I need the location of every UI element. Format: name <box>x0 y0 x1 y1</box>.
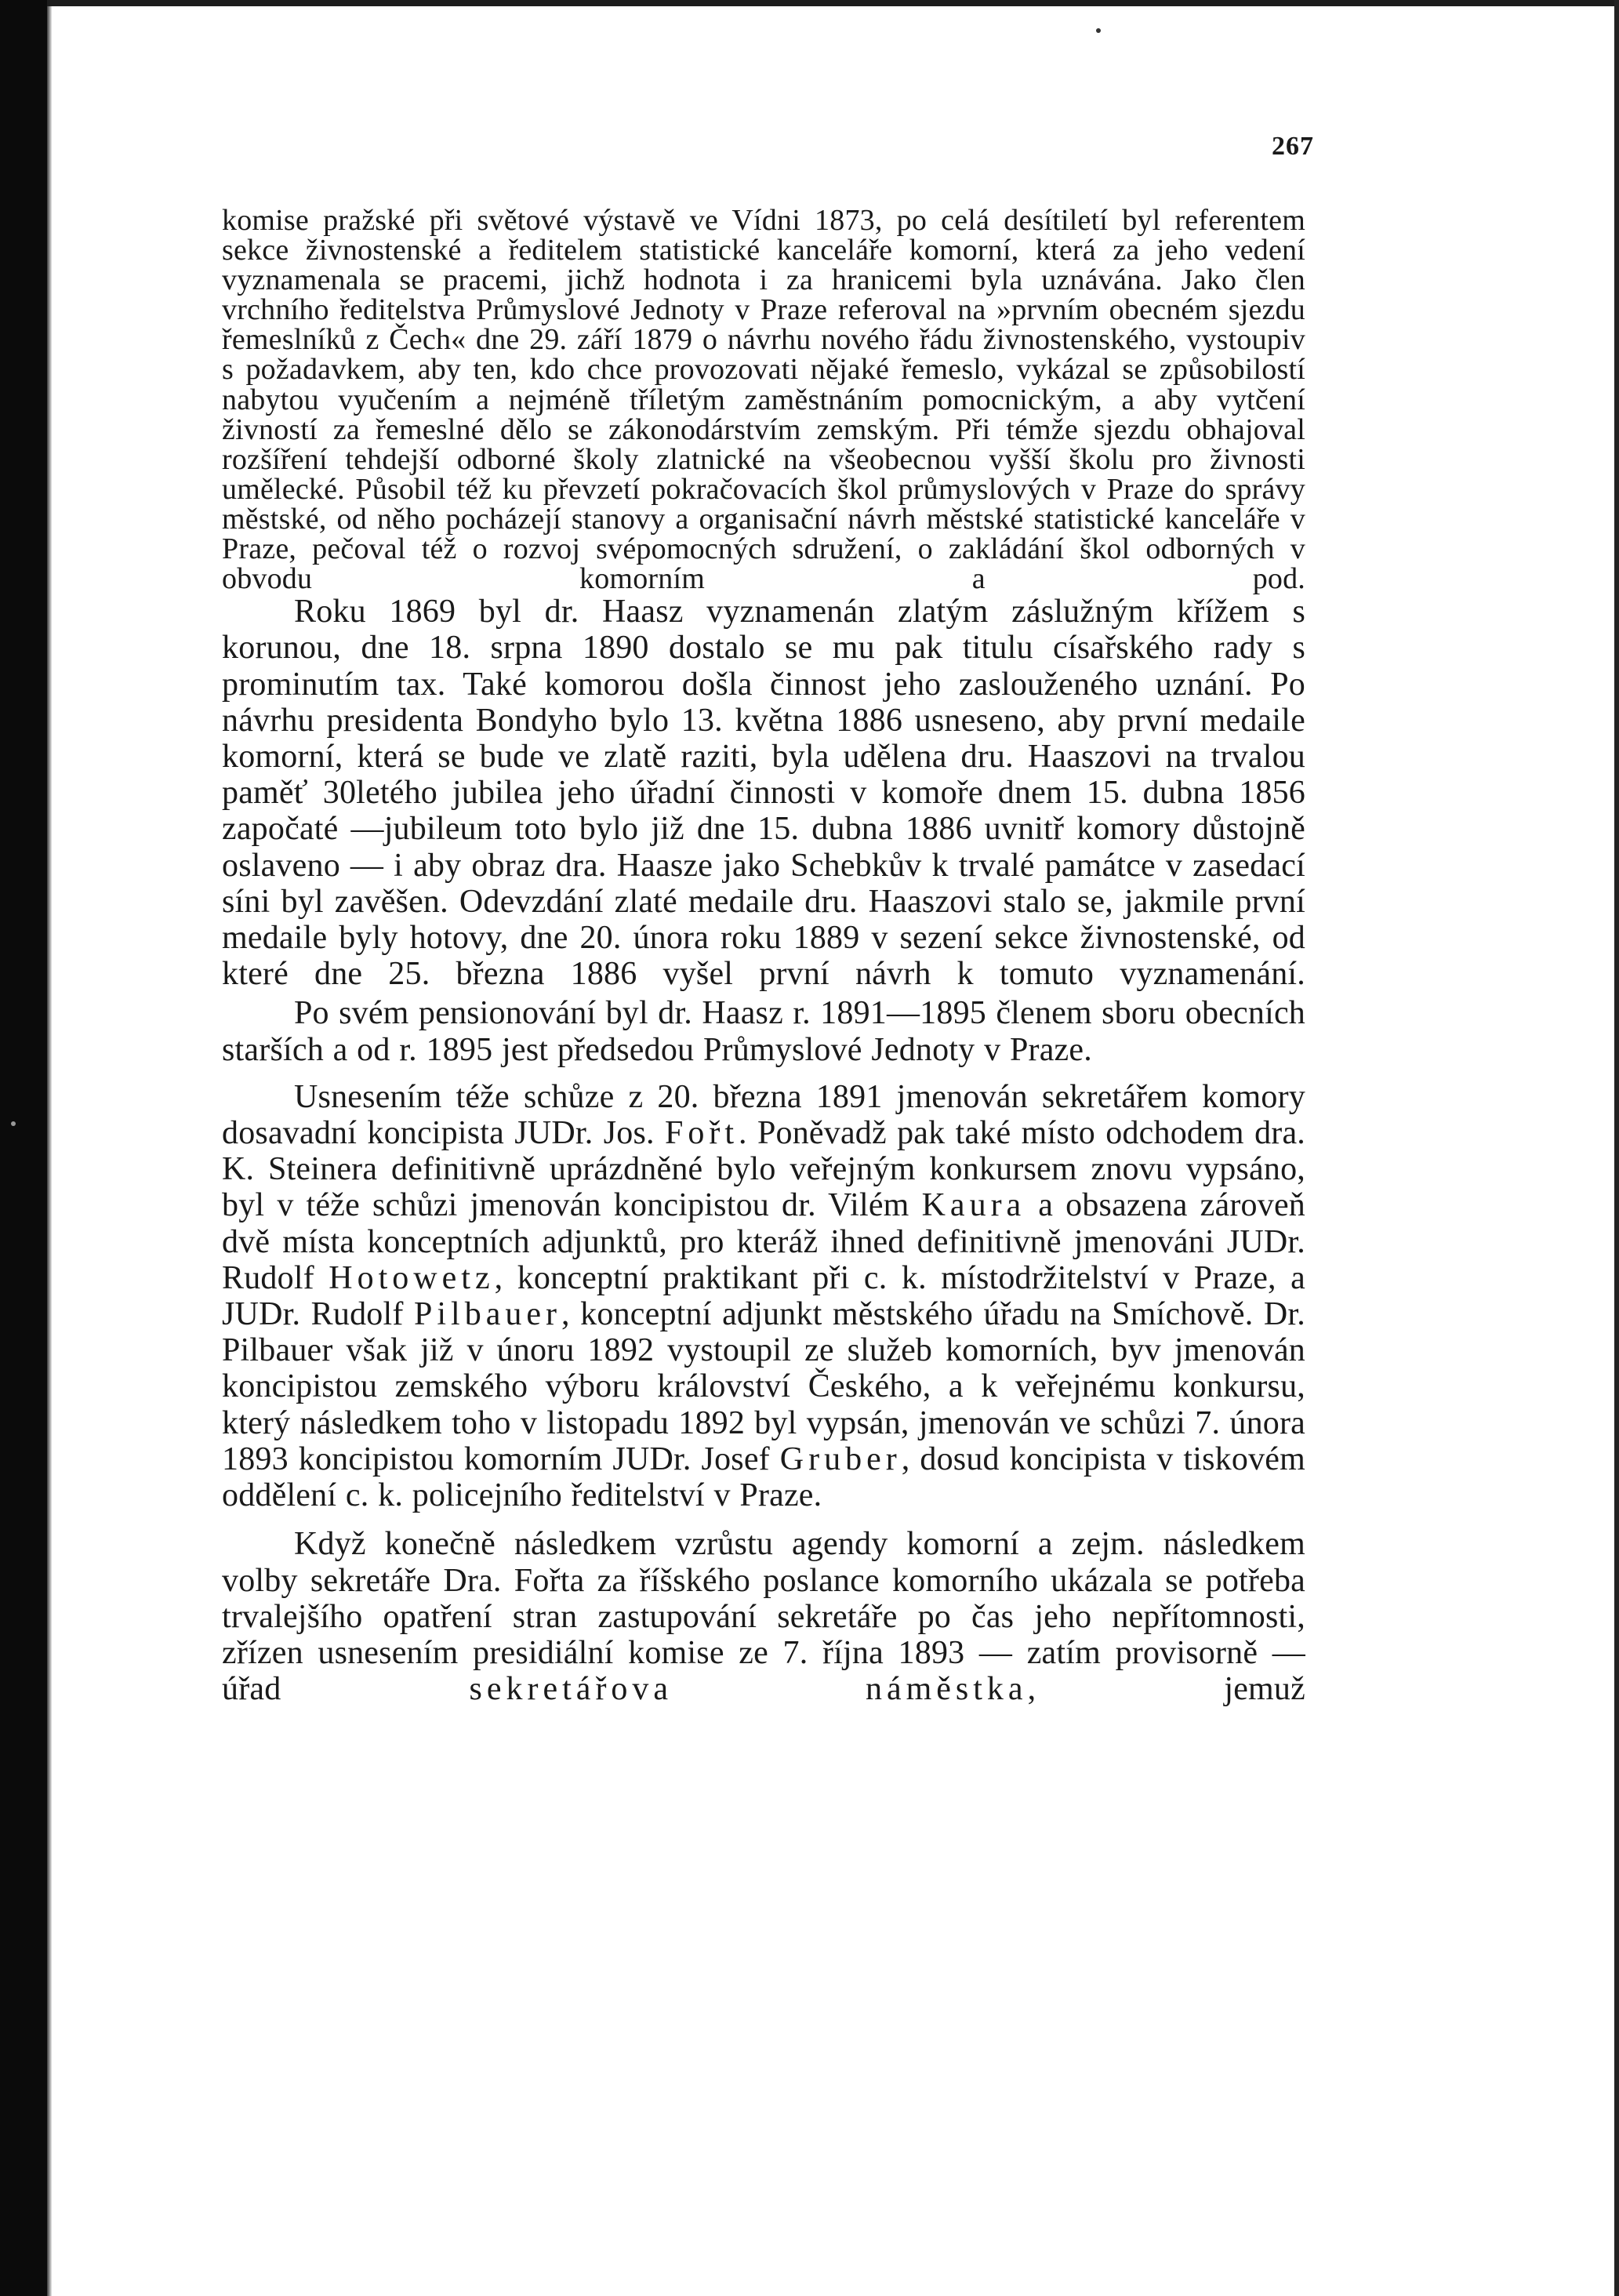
body-text <box>222 205 1305 1707</box>
spaced-name: Gruber <box>779 1440 902 1477</box>
text-segment: Když konečně následkem vzrůstu agendy komorní a zejm. následkem volby sekretáře Dra. Fořta za říšského poslance komorního ukázala se potřeba trvalejšího opatření stran zastupování sekretáře po čas jeho nepřítomnosti, zřízen usnesením presidiální komise ze 7. října 1893 — zatím provisorně — úřad <box>222 1526 1305 1708</box>
text-segment: a obsazena zároveň dvě místa konceptních adjunktů, pro kteráž ihned definitivně jmenováni JUDr. Rudolf <box>222 1187 1305 1296</box>
text-segment: , konceptní praktikant při c. k. místodržitelství v Praze, a JUDr. Rudolf <box>222 1259 1305 1333</box>
scan-margin-top <box>47 0 1619 6</box>
paragraph-1 <box>222 205 1305 594</box>
text-segment: , jemuž <box>1027 1671 1305 1708</box>
text-segment: komise pražské při světové výstavě ve Vídni 1873, po celá desítiletí byl referentem sekce živnostenské a ředitelem statistické kanceláře komorní, která za jeho vedení vyznamenala se pracemi, jichž hodnota i za hranicemi byla uznávána. Jako člen vrchního ředitelstva Průmyslové Jednoty v Praze referoval na »prvním obecném sjezdu řemeslníků z Čech« dne 29. září 1879 o návrhu nového řádu živnostenského, vystoupiv s požadavkem, aby ten, kdo chce provozovati nějaké řemeslo, vykázal se způsobilostí nabytou vyučením a nejméně tříletým zaměstnáním pomocnickým, a aby vytčení živností za řemeslné dělo se zákonodárstvím zemským. Při témže sjezdu obhajoval rozšíření tehdejší odborné školy zlatnické na všeobecnou vyšší školu pro živnosti umělecké. Působil též ku převzetí pokračovacích škol průmyslových v Praze do správy městské, od něho pocházejí stanovy a organisační návrh městské statistické kanceláře v Praze, pečoval též o rozvoj svépomocných sdružení, o zakládání škol odborných v obvodu komorním a pod. <box>222 204 1305 596</box>
scan-page-edge <box>47 0 52 2296</box>
page-number: 267 <box>1272 132 1314 161</box>
paragraph-2 <box>222 594 1305 992</box>
text-segment: Usnesením téže schůze z 20. března 1891 jmenován sekretářem komory dosavadní koncipista JUDr. Jos. <box>222 1078 1305 1152</box>
spaced-name: Pilbauer <box>414 1296 561 1333</box>
scan-speck <box>1096 28 1101 33</box>
spaced-name: Hotowetz <box>329 1259 495 1296</box>
paragraph-4 <box>222 1079 1305 1513</box>
text-segment: , dosud koncipista v tiskovém oddělení c. k. policejního ředitelství v Praze. <box>222 1440 1305 1514</box>
scan-margin-left <box>0 0 47 2296</box>
text-segment: Roku 1869 byl dr. Haasz vyznamenán zlatým záslužným křížem s korunou, dne 18. srpna 1890 dostalo se mu pak titulu císařského rady s prominutím tax. Také komorou došla činnost jeho zaslouženého uznání. Po návrhu presidenta Bondyho bylo 13. května 1886 usneseno, aby první medaile komorní, která se bude ve zlatě raziti, byla udělena dru. Haaszovi na trvalou paměť 30letého jubilea jeho úřadní činnosti v komoře dnem 15. dubna 1856 započaté —jubileum toto bylo již dne 15. dubna 1886 uvnitř komory důstojně oslaveno — i aby obraz dra. Haasze jako Schebkův k trvalé památce v zasedací síni byl zavěšen. Odevzdání zlaté medaile dru. Haaszovi stalo se, jakmile první medaile byly hotovy, dne 20. února roku 1889 v sezení sekce živnostenské, od které dne 25. března 1886 vyšel první návrh k tomuto vyznamenání. <box>222 594 1305 993</box>
spaced-name: Fořt <box>664 1115 739 1152</box>
text-segment: . Poněvadž pak také místo odchodem dra. K. Steinera definitivně uprázdněné bylo veřejným konkursem znovu vypsáno, byl v téže schůzi jmenován koncipistou dr. Vilém <box>222 1115 1305 1224</box>
spaced-name: Kaura <box>921 1187 1026 1224</box>
text-segment: , konceptní adjunkt městského úřadu na Smíchově. Dr. Pilbauer však již v únoru 1892 vystoupil ze služeb komorních, byv jmenován koncipistou zemského výboru království Českého, a k veřejnému konkursu, který následkem toho v listopadu 1892 byl vypsán, jmenován ve schůzi 7. února 1893 koncipistou komorním JUDr. Josef <box>222 1296 1306 1477</box>
scan-margin-right <box>1614 0 1619 2296</box>
paragraph-3 <box>222 995 1305 1067</box>
text-segment: Po svém pensionování byl dr. Haasz r. 1891—1895 členem sboru obecních starších a od r. 1895 jest předsedou Průmyslové Jednoty v Praze. <box>222 995 1305 1068</box>
scan-speck <box>11 1121 16 1126</box>
paragraph-5 <box>222 1526 1305 1707</box>
spaced-name: sekretářova náměstka <box>469 1671 1028 1708</box>
